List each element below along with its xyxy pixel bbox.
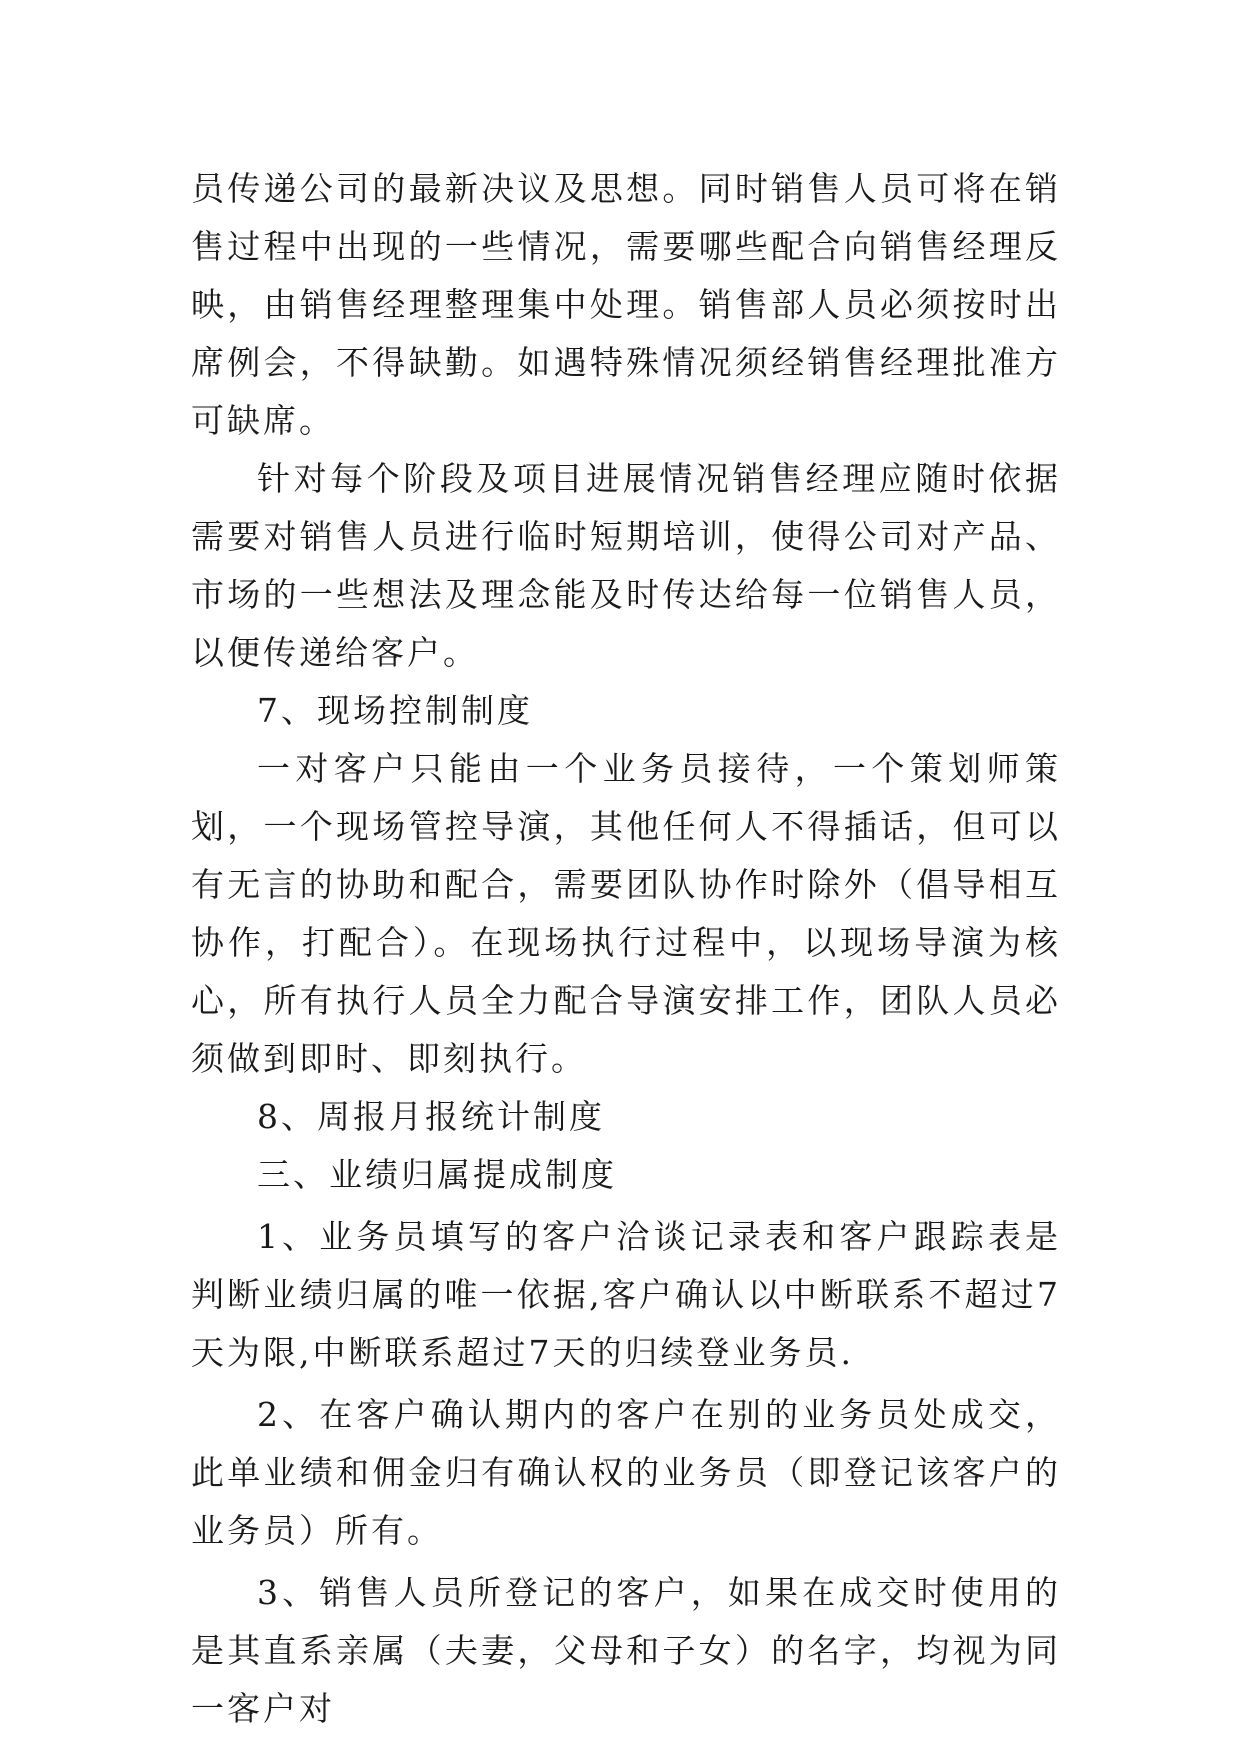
paragraph-3: 一对客户只能由一个业务员接待，一个策划师策划，一个现场管控导演，其他任何人不得插话，但可以有无言的协助和配合，需要团队协作时除外（倡导相互协作，打配合）。在现场执行过程中，以现场导演为核心，所有执行人员全力配合导演安排工作，团队人员必须做到即时、即刻执行。 <box>191 749 1061 1078</box>
paragraph-5: 2、在客户确认期内的客户在别的业务员处成交，此单业绩和佣金归有确认权的业务员（即登记该客户的业务员）所有。 <box>191 1395 1061 1550</box>
chapter-heading-3: 三、业绩归属提成制度 <box>257 1155 617 1194</box>
document-body <box>191 160 1061 1738</box>
paragraph-4: 1、业务员填写的客户洽谈记录表和客户跟踪表是判断业绩归属的唯一依据,客户确认以中断联系不超过7天为限,中断联系超过7天的归续登业务员. <box>191 1217 1061 1372</box>
section-heading-7: 7、现场控制制度 <box>257 691 533 730</box>
paragraph-2: 针对每个阶段及项目进展情况销售经理应随时依据需要对销售人员进行临时短期培训，使得公司对产品、市场的一些想法及理念能及时传达给每一位销售人员，以便传递给客户。 <box>191 459 1061 672</box>
section-heading-8: 8、周报月报统计制度 <box>257 1097 605 1136</box>
paragraph-6: 3、销售人员所登记的客户，如果在成交时使用的是其直系亲属（夫妻，父母和子女）的名字，均视为同一客户对 <box>191 1573 1061 1728</box>
paragraph-1: 员传递公司的最新决议及思想。同时销售人员可将在销售过程中出现的一些情况，需要哪些配合向销售经理反映，由销售经理整理集中处理。销售部人员必须按时出席例会，不得缺勤。如遇特殊情况须经销售经理批准方可缺席。 <box>191 169 1061 440</box>
